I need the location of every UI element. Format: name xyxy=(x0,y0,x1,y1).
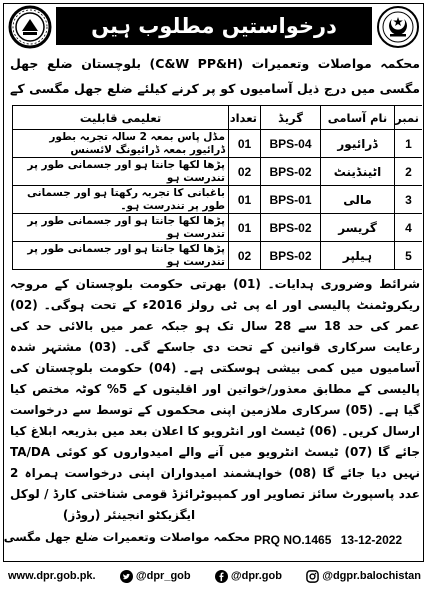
post-grade: BPS-04 xyxy=(261,130,321,158)
footer-facebook xyxy=(215,570,282,583)
instagram-icon xyxy=(306,570,319,583)
page-title: درخواستیں مطلوب ہیں xyxy=(91,14,337,38)
post-qualification: پڑھا لکھا جانتا ہو اور جسمانی طور پر تندرست ہو xyxy=(13,158,229,186)
row-number: 4 xyxy=(395,214,423,242)
footer-instagram xyxy=(306,570,421,583)
post-grade: BPS-02 xyxy=(261,242,321,270)
row-number: 3 xyxy=(395,186,423,214)
row-number: 1 xyxy=(395,130,423,158)
row-number: 5 xyxy=(395,242,423,270)
post-count: 01 xyxy=(229,214,261,242)
signatory-title: ایگزیکٹو انجینئر (روڈز) xyxy=(62,508,196,522)
column-header-count: تعداد xyxy=(229,106,261,130)
posts-table-container xyxy=(12,105,422,271)
table-row xyxy=(13,158,423,186)
row-number: 2 xyxy=(395,158,423,186)
post-count: 02 xyxy=(229,158,261,186)
terms-and-instructions: شرائط وضروری ہدایات۔ (01) بھرتی حکومت بلوچستان کے مروجہ ریکروٹمنٹ پالیسی اور اے پی ٹی رولز 2016ء کے تحت ہوگی۔ (02) عمر کی حد 18 سے 28 سال تک ہو جبکہ عمر میں بالائی حد کی رعایت سرکاری قوانین کے تحت دی جاسکے گی۔ (03) مشتہر شدہ آسامیوں میں کمی بیشی ہوسکتی ہے۔ (04) حکومت بلوچستان کی پالیسی کے مطابق معذور/خواتین اور اقلیتوں کے 5% کوٹہ مختص کیا گیا ہے۔ (05) سرکاری ملازمین اپنی محکموں کے توسط سے درخواست ارسال کریں۔ (06) ٹیسٹ اور انٹرویو کا اعلان بعد میں بذریعہ ابلاغ کیا جائے گا (07) ٹیسٹ انٹرویو میں آنے والے امیدواروں کو کوئی TA/DA نہیں دیا جائے گا (08) خواہشمند امیدواران اپنی درخواست ہمراہ 2 عدد پاسپورٹ سائز تصاویر اور کمپیوٹرائزڈ قومی شناختی کارڈ / لوکل xyxy=(10,277,420,501)
twitter-handle: @dpr_gob xyxy=(135,570,191,582)
post-qualification: پڑھا لکھا جانتا ہو اور جسمانی طور پر تندرست ہو xyxy=(13,214,229,242)
column-header-qualification: تعلیمی قابلیت xyxy=(13,106,229,130)
post-grade: BPS-01 xyxy=(261,186,321,214)
prq-date: 13-12-2022 xyxy=(340,533,403,547)
signatory-department: محکمہ مواصلات وتعمیرات ضلع جھل مگسی xyxy=(3,530,250,544)
post-name: ہیلپر xyxy=(321,242,395,270)
post-qualification: باغبانی کا تجربہ رکھتا ہو اور جسمانی طور پر تندرست ہو۔ xyxy=(13,186,229,214)
signature-block xyxy=(3,505,250,549)
table-row xyxy=(13,186,423,214)
website-text: www.dpr.gob.pk. xyxy=(8,570,96,582)
column-header-grade: گریڈ xyxy=(261,106,321,130)
twitter-icon xyxy=(120,570,133,583)
prq-number: PRQ NO.1465 xyxy=(254,533,332,547)
post-grade: BPS-02 xyxy=(261,214,321,242)
table-row xyxy=(13,214,423,242)
prq-reference xyxy=(254,533,414,547)
post-name: اٹینڈینٹ xyxy=(321,158,395,186)
table-row xyxy=(13,242,423,270)
posts-table xyxy=(12,105,422,270)
instagram-handle: @dgpr.balochistan xyxy=(322,570,421,582)
post-name: گریسر xyxy=(321,214,395,242)
department-seal-icon xyxy=(8,5,52,49)
facebook-icon xyxy=(215,570,228,583)
intro-paragraph: محکمہ مواصلات وتعمیرات (C&W PP&H) بلوچستان ضلع جھل مگسی میں درج ذیل آسامیوں کو پر کرنے کیلئے ضلع جھل مگسی کے xyxy=(10,56,420,96)
column-header-number: نمبر xyxy=(395,106,423,130)
footer-bar xyxy=(8,566,421,586)
post-grade: BPS-02 xyxy=(261,158,321,186)
table-row xyxy=(13,130,423,158)
post-name: ڈرائیور xyxy=(321,130,395,158)
column-header-post: نام آسامی xyxy=(321,106,395,130)
footer-website xyxy=(8,570,96,582)
post-qualification: مڈل پاس بمعہ 2 سالہ تجربہ بطور ڈرائیور بمعہ ڈرائیونگ لائسنس xyxy=(13,130,229,158)
post-name: مالی xyxy=(321,186,395,214)
balochistan-government-emblem-icon xyxy=(376,5,420,49)
post-count: 01 xyxy=(229,186,261,214)
post-qualification: پڑھا لکھا جانتا ہو اور جسمانی طور پر تندرست ہو xyxy=(13,242,229,270)
post-count: 02 xyxy=(229,242,261,270)
facebook-handle: @dpr.gob xyxy=(230,570,282,582)
post-count: 01 xyxy=(229,130,261,158)
table-header-row xyxy=(13,106,423,130)
footer-twitter xyxy=(120,570,191,583)
header-banner xyxy=(56,7,372,45)
